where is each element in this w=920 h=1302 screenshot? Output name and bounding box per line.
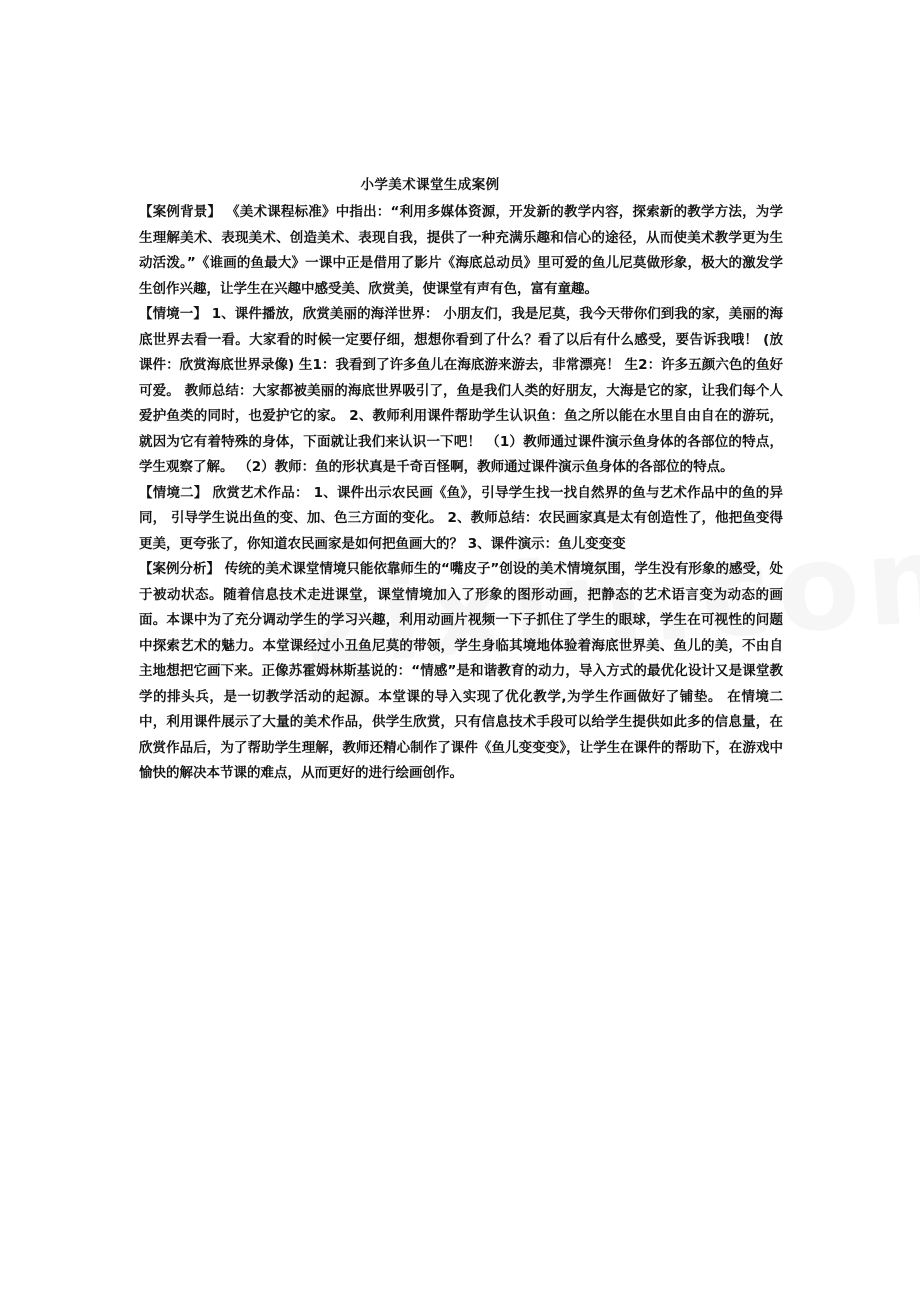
paragraph-case-background	[139, 200, 783, 302]
paragraph-scenario-one	[139, 302, 783, 481]
paragraph-label: 【情境一】	[139, 306, 207, 322]
paragraph-label: 【案例分析】	[139, 561, 221, 577]
paragraph-label: 【案例背景】	[139, 204, 222, 220]
paragraph-text: 欣赏艺术作品： 1、课件出示农民画《鱼》，引导学生找一找自然界的鱼与艺术作品中的鱼的异同， 引导学生说出鱼的变、加、色三方面的变化。 2、教师总结：农民画家真是太有创造性了，他把鱼变得更美，更夸张了，你知道农民画家是如何把鱼画大的？ 3、课件演示：鱼儿变变变	[139, 484, 784, 552]
paragraph-text: 《美术课程标准》中指出：“利用多媒体资源，开发新的教学内容，探索新的教学方法，为学生理解美术、表现美术、创造美术、表现自我，提供了一种充满乐趣和信心的途径，从而使美术教学更为生动活泼。”《谁画的鱼最大》一课中正是借用了影片《海底总动员》里可爱的鱼儿尼莫做形象，极大的激发学生创作兴趣，让学生在兴趣中感受美、欣赏美，使课堂有声有色，富有童趣。	[139, 204, 783, 297]
paragraph-text: 1、课件播放，欣赏美丽的海洋世界： 小朋友们，我是尼莫，我今天带你们到我的家，美丽的海底世界去看一看。大家看的时候一定要仔细，想想你看到了什么？看了以后有什么感受，要告诉我哦！ (放课件：欣赏海底世界录像) 生1：我看到了许多鱼儿在海底游来游去，非常漂亮！ 生2：许多五颜六色的鱼好可爱。 教师总结：大家都被美丽的海底世界吸引了，鱼是我们人类的好朋友，大海是它的家，让我们每个人爱护鱼类的同时，也爱护它的家。 2、教师利用课件帮助学生认识鱼：鱼之所以能在水里自由自在的游玩，就因为它有着特殊的身体，下面就让我们来认识一下吧！ （1）教师通过课件演示鱼身体的各部位的特点，学生观察了解。 （2）教师：鱼的形状真是千奇百怪啊，教师通过课件演示鱼身体的各部位的特点。	[139, 306, 784, 475]
paragraph-label: 【情境二】	[139, 484, 208, 501]
document-title: 小学美术课堂生成案例	[360, 177, 500, 193]
paragraph-text: 传统的美术课堂情境只能依靠师生的“嘴皮子”创设的美术情境氛围，学生没有形象的感受，处于被动状态。随着信息技术走进课堂，课堂情境加入了形象的图形动画，把静态的艺术语言变为动态的画面。本课中为了充分调动学生的学习兴趣，利用动画片视频一下子抓住了学生的眼球，学生在可视性的问题中探索艺术的魅力。本堂课经过小丑鱼尼莫的带领，学生身临其境地体验着海底世界美、鱼儿的美，不由自主地想把它画下来。正像苏霍姆林斯基说的：“情感”是和谐教育的动力，导入方式的最优化设计又是课堂教学的排头兵，是一切教学活动的起源。本堂课的导入实现了优化教学,为学生作画做好了铺垫。 在情境二中，利用课件展示了大量的美术作品，供学生欣赏，只有信息技术手段可以给学生提供如此多的信息量，在欣赏作品后，为了帮助学生理解，教师还精心制作了课件《鱼儿变变变》，让学生在课件的帮助下，在游戏中愉快的解决本节课的难点，从而更好的进行绘画创作。	[139, 561, 784, 781]
paragraph-case-analysis	[139, 557, 783, 787]
document-body	[139, 200, 783, 787]
paragraph-scenario-two	[139, 481, 783, 558]
